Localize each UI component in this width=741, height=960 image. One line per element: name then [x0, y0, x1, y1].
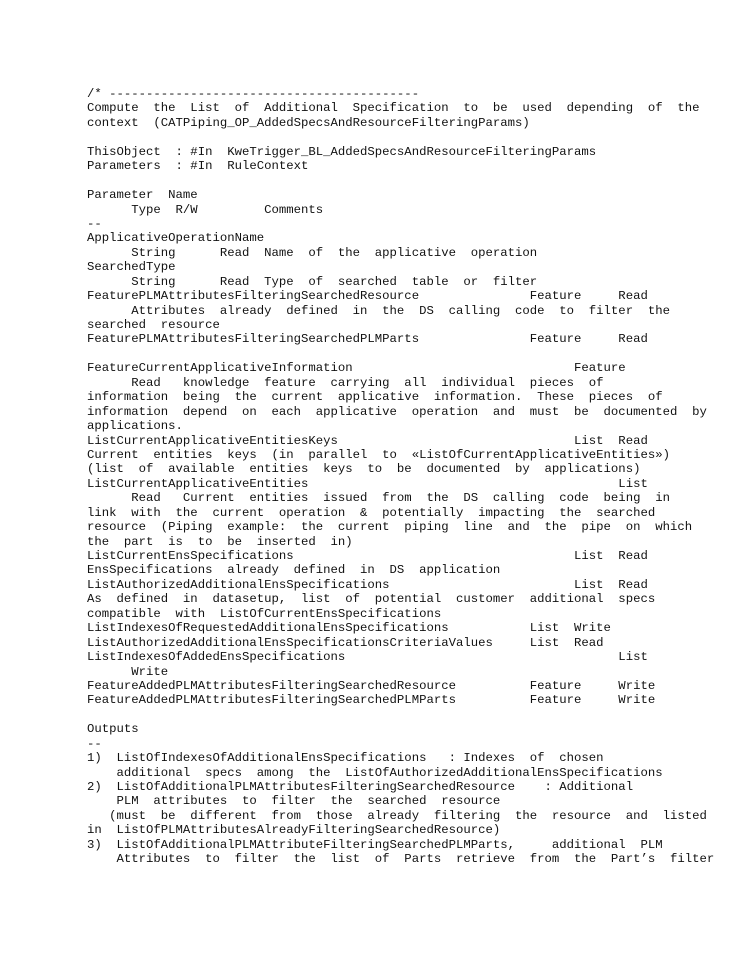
blank-line — [87, 130, 727, 144]
parameter-line: Read Current entities issued from the DS calling code being in — [87, 491, 670, 506]
parameter-line: information depend on each applicative operation and must be documented by — [87, 404, 707, 419]
description-line: Compute the List of Additional Specification to be used depending of the — [87, 101, 700, 116]
parameter-line: ListAuthorizedAdditionalEnsSpecificationsCriteriaValues List Read — [87, 635, 604, 650]
parameter-line: String Read Name of the applicative operation — [87, 245, 538, 260]
output-line: PLM attributes to filter the searched resource — [87, 794, 501, 809]
parameter-line: ListIndexesOfAddedEnsSpecifications List — [87, 650, 648, 665]
parameters-line: Parameters : #In RuleContext — [87, 159, 309, 174]
parameter-line: FeatureCurrentApplicativeInformation Feature — [87, 361, 626, 376]
parameter-line: String Read Type of searched table or filter — [87, 274, 538, 289]
parameter-line: FeatureAddedPLMAttributesFilteringSearchedPLMParts Feature Write — [87, 693, 656, 708]
separator-line: -- — [87, 736, 102, 751]
parameter-line: ListCurrentApplicativeEntities List — [87, 476, 648, 491]
parameter-line: resource (Piping example: the current piping line and the pipe on which — [87, 520, 693, 535]
parameter-line: applications. — [87, 419, 183, 434]
parameter-line: ListCurrentApplicativeEntitiesKeys List Read — [87, 433, 648, 448]
parameter-line: As defined in datasetup, list of potential customer additional specs — [87, 592, 656, 607]
document-body — [87, 87, 727, 867]
output-line: in ListOfPLMAttributesAlreadyFilteringSearchedResource) — [87, 823, 501, 838]
output-line: additional specs among the ListOfAuthorizedAdditionalEnsSpecifications — [87, 765, 663, 780]
output-line: Attributes to filter the list of Parts retrieve from the Part’s filter — [87, 852, 715, 867]
parameter-line: the part is to be inserted in) — [87, 534, 353, 549]
comment-header-line: /* ------------------------------------------ — [87, 87, 420, 101]
outputs-heading: Outputs — [87, 722, 139, 737]
parameter-line: Read knowledge feature carrying all individual pieces of — [87, 375, 604, 390]
separator-line: -- — [87, 216, 102, 231]
parameter-line: Current entities keys (in parallel to «ListOfCurrentApplicativeEntities») — [87, 447, 670, 462]
parameter-line: link with the current operation & potentially impacting the searched — [87, 505, 656, 520]
parameter-line: FeatureAddedPLMAttributesFilteringSearchedResource Feature Write — [87, 678, 656, 693]
output-line: 1) ListOfIndexesOfAdditionalEnsSpecifications : Indexes of chosen — [87, 751, 604, 766]
parameter-line: SearchedType — [87, 260, 176, 275]
parameter-line: FeaturePLMAttributesFilteringSearchedResource Feature Read — [87, 289, 648, 304]
this-object-line: ThisObject : #In KweTrigger_BL_AddedSpecsAndResourceFilteringParams — [87, 144, 597, 159]
blank-line — [87, 347, 727, 361]
blank-line — [87, 174, 727, 188]
output-line: 3) ListOfAdditionalPLMAttributeFilteringSearchedPLMParts, additional PLM — [87, 837, 663, 852]
parameter-table-header: Type R/W Comments — [87, 202, 324, 217]
output-line: 2) ListOfAdditionalPLMAttributesFilteringSearchedResource : Additional — [87, 780, 634, 794]
parameter-line: compatible with ListOfCurrentEnsSpecifications — [87, 606, 442, 621]
parameter-line: information being the current applicative information. These pieces of — [87, 390, 663, 405]
parameter-line: FeaturePLMAttributesFilteringSearchedPLMParts Feature Read — [87, 332, 648, 347]
parameter-line: Attributes already defined in the DS calling code to filter the — [87, 303, 670, 318]
parameter-line: Write — [87, 664, 169, 679]
parameter-table-header: Parameter Name — [87, 188, 198, 203]
parameter-line: ListCurrentEnsSpecifications List Read — [87, 549, 648, 563]
parameter-line: searched resource — [87, 318, 220, 332]
description-line: context (CATPiping_OP_AddedSpecsAndResourceFilteringParams) — [87, 115, 530, 130]
parameter-line: EnsSpecifications already defined in DS application — [87, 563, 501, 578]
parameter-line: ApplicativeOperationName — [87, 231, 265, 246]
parameter-line: ListAuthorizedAdditionalEnsSpecifications List Read — [87, 577, 648, 592]
parameter-line: (list of available entities keys to be documented by applications) — [87, 462, 641, 477]
parameter-line: ListIndexesOfRequestedAdditionalEnsSpecifications List Write — [87, 621, 611, 636]
blank-line — [87, 708, 727, 722]
output-line: (must be different from those already filtering the resource and listed — [87, 808, 707, 823]
